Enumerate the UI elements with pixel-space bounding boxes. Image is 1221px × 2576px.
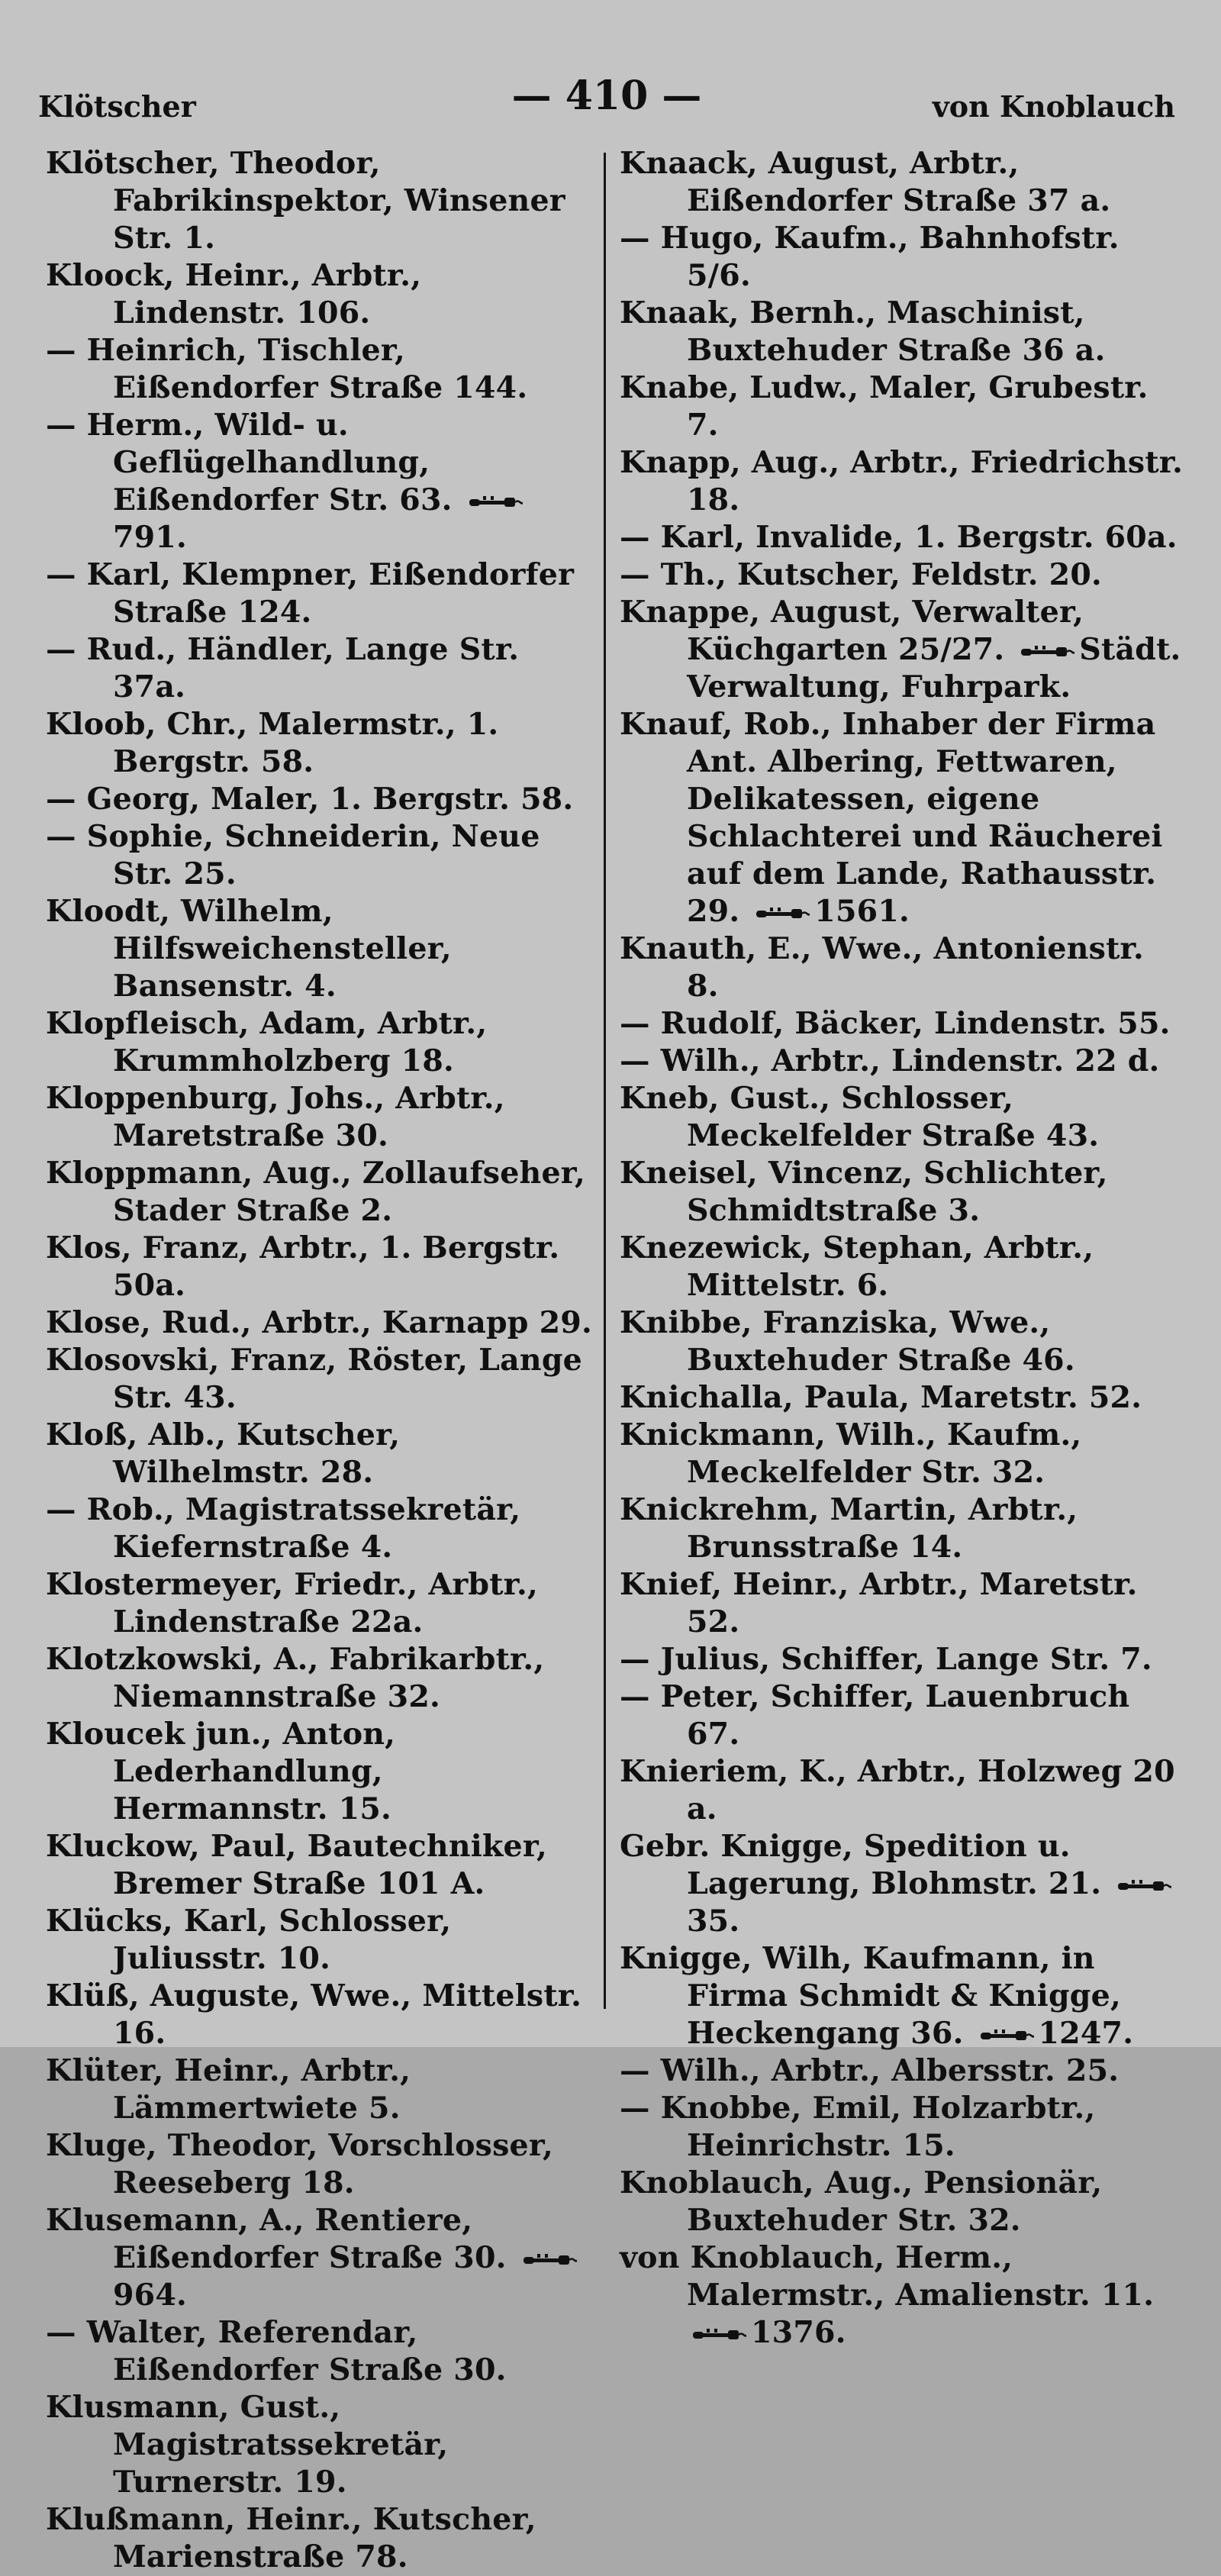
entry-text: — Rudolf, Bäcker, Lindenstr. 55. bbox=[620, 1006, 1171, 1041]
directory-entry bbox=[620, 1828, 1184, 1940]
entry-text: Gebr. Knigge, Spedition u. Lagerung, Blohmstr. 21. bbox=[620, 1829, 1102, 1901]
telephone-icon bbox=[1020, 643, 1074, 660]
directory-entry bbox=[46, 1155, 595, 1230]
directory-entry bbox=[620, 1155, 1184, 1230]
entry-text: — Peter, Schiffer, Lauenbruch 67. bbox=[620, 1679, 1130, 1752]
directory-entry bbox=[620, 369, 1184, 444]
directory-entry bbox=[46, 2052, 595, 2127]
entry-text: Klopfleisch, Adam, Arbtr., Krummholzberg 18. bbox=[46, 1006, 488, 1078]
directory-entry bbox=[620, 1304, 1184, 1379]
phone-number: 791. bbox=[113, 520, 188, 555]
directory-entry bbox=[46, 1005, 595, 1080]
phone-number: 964. bbox=[113, 2278, 188, 2313]
entry-text: Klosovski, Franz, Röster, Lange Str. 43. bbox=[46, 1343, 583, 1415]
entry-text: Klusemann, A., Rentiere, Eißendorfer Straße 30. bbox=[46, 2203, 507, 2275]
entry-text: — Wilh., Arbtr., Albersstr. 25. bbox=[620, 2053, 1120, 2088]
entry-text: Kloppmann, Aug., Zollaufseher, Stader Straße 2. bbox=[46, 1156, 585, 1228]
telephone-icon bbox=[979, 2027, 1034, 2044]
entry-text: — Julius, Schiffer, Lange Str. 7. bbox=[620, 1642, 1152, 1677]
entry-text: — Heinrich, Tischler, Eißendorfer Straße 144. bbox=[46, 333, 528, 405]
entry-text: Knoblauch, Aug., Pensionär, Buxtehuder Str. 32. bbox=[620, 2165, 1103, 2238]
directory-entry bbox=[620, 930, 1184, 1005]
entry-text: Klos, Franz, Arbtr., 1. Bergstr. 50a. bbox=[46, 1230, 560, 1303]
directory-entry bbox=[46, 1080, 595, 1155]
directory-entry bbox=[46, 556, 595, 631]
entry-text: — Th., Kutscher, Feldstr. 20. bbox=[620, 557, 1102, 592]
entry-text: — Karl, Invalide, 1. Bergstr. 60a. bbox=[620, 520, 1178, 555]
entry-text: Knauth, E., Wwe., Antonienstr. 8. bbox=[620, 931, 1144, 1004]
directory-entry bbox=[46, 1641, 595, 1716]
directory-entry bbox=[46, 407, 595, 556]
entry-text: Kluckow, Paul, Bautechniker, Bremer Straße 101 A. bbox=[46, 1829, 547, 1901]
directory-entry bbox=[620, 594, 1184, 706]
entry-text: Kloß, Alb., Kutscher, Wilhelmstr. 28. bbox=[46, 1417, 401, 1490]
entry-text: Knapp, Aug., Arbtr., Friedrichstr. 18. bbox=[620, 445, 1184, 517]
entry-text: — Karl, Klempner, Eißendorfer Straße 124. bbox=[46, 557, 575, 630]
directory-entry bbox=[620, 519, 1184, 556]
entry-text: Knibbe, Franziska, Wwe., Buxtehuder Straße 46. bbox=[620, 1305, 1075, 1378]
entry-text: — Georg, Maler, 1. Bergstr. 58. bbox=[46, 782, 574, 817]
directory-entry bbox=[46, 145, 595, 257]
entry-text: Klotzkowski, A., Fabrikarbtr., Niemannstraße 32. bbox=[46, 1642, 545, 1714]
directory-entry bbox=[46, 1566, 595, 1641]
entry-text: Kloucek jun., Anton, Lederhandlung, Hermannstr. 15. bbox=[46, 1717, 396, 1826]
directory-entry bbox=[620, 1491, 1184, 1566]
directory-entry bbox=[620, 1641, 1184, 1678]
directory-entry bbox=[620, 1080, 1184, 1155]
directory-entry bbox=[46, 257, 595, 332]
entry-text: Knickrehm, Martin, Arbtr., Brunsstraße 14. bbox=[620, 1492, 1078, 1565]
telephone-icon bbox=[755, 905, 810, 922]
entry-text: Klötscher, Theodor, Fabrikinspektor, Winsener Str. 1. bbox=[46, 146, 565, 256]
directory-entry bbox=[620, 1753, 1184, 1828]
directory-entry bbox=[620, 2090, 1184, 2165]
directory-entry bbox=[620, 2052, 1184, 2090]
entry-text: Kloodt, Wilhelm, Hilfsweichensteller, Bansenstr. 4. bbox=[46, 894, 452, 1004]
entry-text: Klostermeyer, Friedr., Arbtr., Lindenstraße 22a. bbox=[46, 1567, 538, 1639]
directory-entry bbox=[46, 893, 595, 1005]
directory-entry bbox=[46, 2127, 595, 2202]
directory-entry bbox=[620, 1417, 1184, 1491]
directory-entry bbox=[46, 2314, 595, 2389]
phone-number: 1247. bbox=[1038, 2016, 1134, 2051]
directory-entry bbox=[46, 631, 595, 706]
entry-text: — Herm., Wild- u. Geflügelhandlung, Eißendorfer Str. 63. bbox=[46, 408, 453, 517]
entry-text: Knieriem, K., Arbtr., Holzweg 20 a. bbox=[620, 1754, 1175, 1826]
phone-number: 1376. bbox=[751, 2315, 846, 2350]
entry-text: Knezewick, Stephan, Arbtr., Mittelstr. 6. bbox=[620, 1230, 1094, 1303]
entry-text: — Walter, Referendar, Eißendorfer Straße 30. bbox=[46, 2315, 507, 2387]
directory-entry bbox=[46, 1230, 595, 1304]
entry-text: Knief, Heinr., Arbtr., Maretstr. 52. bbox=[620, 1567, 1138, 1639]
directory-entry bbox=[620, 295, 1184, 369]
header-left-guide-word: Klötscher bbox=[38, 89, 196, 124]
entry-text: — Hugo, Kaufm., Bahnhofstr. 5/6. bbox=[620, 221, 1120, 293]
entry-text: — Knobbe, Emil, Holzarbtr., Heinrichstr. 15. bbox=[620, 2091, 1096, 2163]
phone-number: 35. bbox=[687, 1904, 740, 1939]
directory-entry bbox=[46, 1716, 595, 1828]
entry-text: — Rud., Händler, Lange Str. 37a. bbox=[46, 632, 520, 704]
directory-entry bbox=[46, 706, 595, 781]
directory-entry bbox=[620, 1566, 1184, 1641]
directory-entry bbox=[46, 2389, 595, 2501]
directory-entry bbox=[620, 1230, 1184, 1304]
telephone-icon bbox=[691, 2326, 746, 2343]
entry-text: Knichalla, Paula, Maretstr. 52. bbox=[620, 1380, 1142, 1415]
entry-text: Knauf, Rob., Inhaber der Firma Ant. Albering, Fettwaren, Delikatessen, eigene Schlachterei und Räucherei auf dem Lande, Rathausstr. 29. bbox=[620, 707, 1163, 929]
directory-entry bbox=[620, 1379, 1184, 1417]
entry-text: Klose, Rud., Arbtr., Karnapp 29. bbox=[46, 1305, 592, 1340]
directory-entry bbox=[46, 2501, 595, 2576]
page-header bbox=[38, 73, 1175, 134]
directory-entry bbox=[620, 1043, 1184, 1080]
entry-text: — Rob., Magistratssekretär, Kiefernstraße 4. bbox=[46, 1492, 521, 1565]
directory-entry bbox=[620, 145, 1184, 220]
left-column bbox=[46, 145, 595, 2574]
telephone-icon bbox=[522, 2252, 577, 2268]
entry-text: Klußmann, Heinr., Kutscher, Marienstraße 78. bbox=[46, 2502, 536, 2574]
entry-text: Knaack, August, Arbtr., Eißendorfer Straße 37 a. bbox=[620, 146, 1111, 218]
directory-entry bbox=[46, 1491, 595, 1566]
directory-entry bbox=[46, 2202, 595, 2314]
entry-text: Klüß, Auguste, Wwe., Mittelstr. 16. bbox=[46, 1978, 582, 2051]
header-right-guide-word: von Knoblauch bbox=[932, 89, 1175, 124]
directory-entry bbox=[620, 1940, 1184, 2052]
entry-text: Klüter, Heinr., Arbtr., Lämmertwiete 5. bbox=[46, 2053, 411, 2126]
entry-text: Klusmann, Gust., Magistratssekretär, Turnerstr. 19. bbox=[46, 2390, 449, 2500]
column-divider bbox=[604, 153, 606, 2009]
directory-entry bbox=[46, 1417, 595, 1491]
directory-entry bbox=[620, 220, 1184, 295]
entry-text: Knaak, Bernh., Maschinist, Buxtehuder Straße 36 a. bbox=[620, 295, 1106, 368]
entry-text: Knigge, Wilh, Kaufmann, in Firma Schmidt & Knigge, Heckengang 36. bbox=[620, 1941, 1121, 2051]
directory-entry bbox=[46, 1304, 595, 1342]
entry-text: Klücks, Karl, Schlosser, Juliusstr. 10. bbox=[46, 1904, 452, 1976]
phone-number: Städt. Verwaltung, Fuhrpark. bbox=[687, 632, 1181, 704]
telephone-icon bbox=[468, 494, 523, 511]
directory-entry bbox=[46, 1978, 595, 2052]
directory-entry bbox=[620, 1678, 1184, 1753]
entry-text: Kloock, Heinr., Arbtr., Lindenstr. 106. bbox=[46, 258, 422, 330]
directory-entry bbox=[46, 1828, 595, 1903]
phone-number: 1561. bbox=[814, 894, 910, 929]
page-number: — 410 — bbox=[511, 73, 702, 119]
entry-text: von Knoblauch, Herm., Malermstr., Amalienstr. 11. bbox=[620, 2240, 1155, 2313]
directory-entry bbox=[46, 332, 595, 407]
telephone-icon bbox=[1116, 1878, 1171, 1894]
directory-entry bbox=[620, 2165, 1184, 2239]
directory-entry bbox=[46, 1342, 595, 1417]
directory-entry bbox=[46, 781, 595, 818]
directory-entry bbox=[46, 1903, 595, 1978]
directory-entry bbox=[46, 818, 595, 893]
entry-text: — Sophie, Schneiderin, Neue Str. 25. bbox=[46, 819, 540, 891]
entry-text: Knappe, August, Verwalter, Küchgarten 25/27. bbox=[620, 595, 1084, 667]
directory-entry bbox=[620, 444, 1184, 519]
directory-entry bbox=[620, 1005, 1184, 1043]
entry-text: Kloob, Chr., Malermstr., 1. Bergstr. 58. bbox=[46, 707, 499, 779]
entry-text: — Wilh., Arbtr., Lindenstr. 22 d. bbox=[620, 1043, 1160, 1078]
entry-text: Kneb, Gust., Schlosser, Meckelfelder Straße 43. bbox=[620, 1081, 1100, 1153]
directory-entry bbox=[620, 706, 1184, 930]
directory-entry bbox=[620, 556, 1184, 594]
right-column bbox=[620, 145, 1184, 2350]
entry-text: Kneisel, Vincenz, Schlichter, Schmidtstraße 3. bbox=[620, 1156, 1108, 1228]
entry-text: Kluge, Theodor, Vorschlosser, Reeseberg 18. bbox=[46, 2128, 553, 2200]
entry-text: Kloppenburg, Johs., Arbtr., Maretstraße 30. bbox=[46, 1081, 505, 1153]
directory-entry bbox=[620, 2239, 1184, 2352]
entry-text: Knabe, Ludw., Maler, Grubestr. 7. bbox=[620, 370, 1149, 443]
entry-text: Knickmann, Wilh., Kaufm., Meckelfelder Str. 32. bbox=[620, 1417, 1082, 1490]
